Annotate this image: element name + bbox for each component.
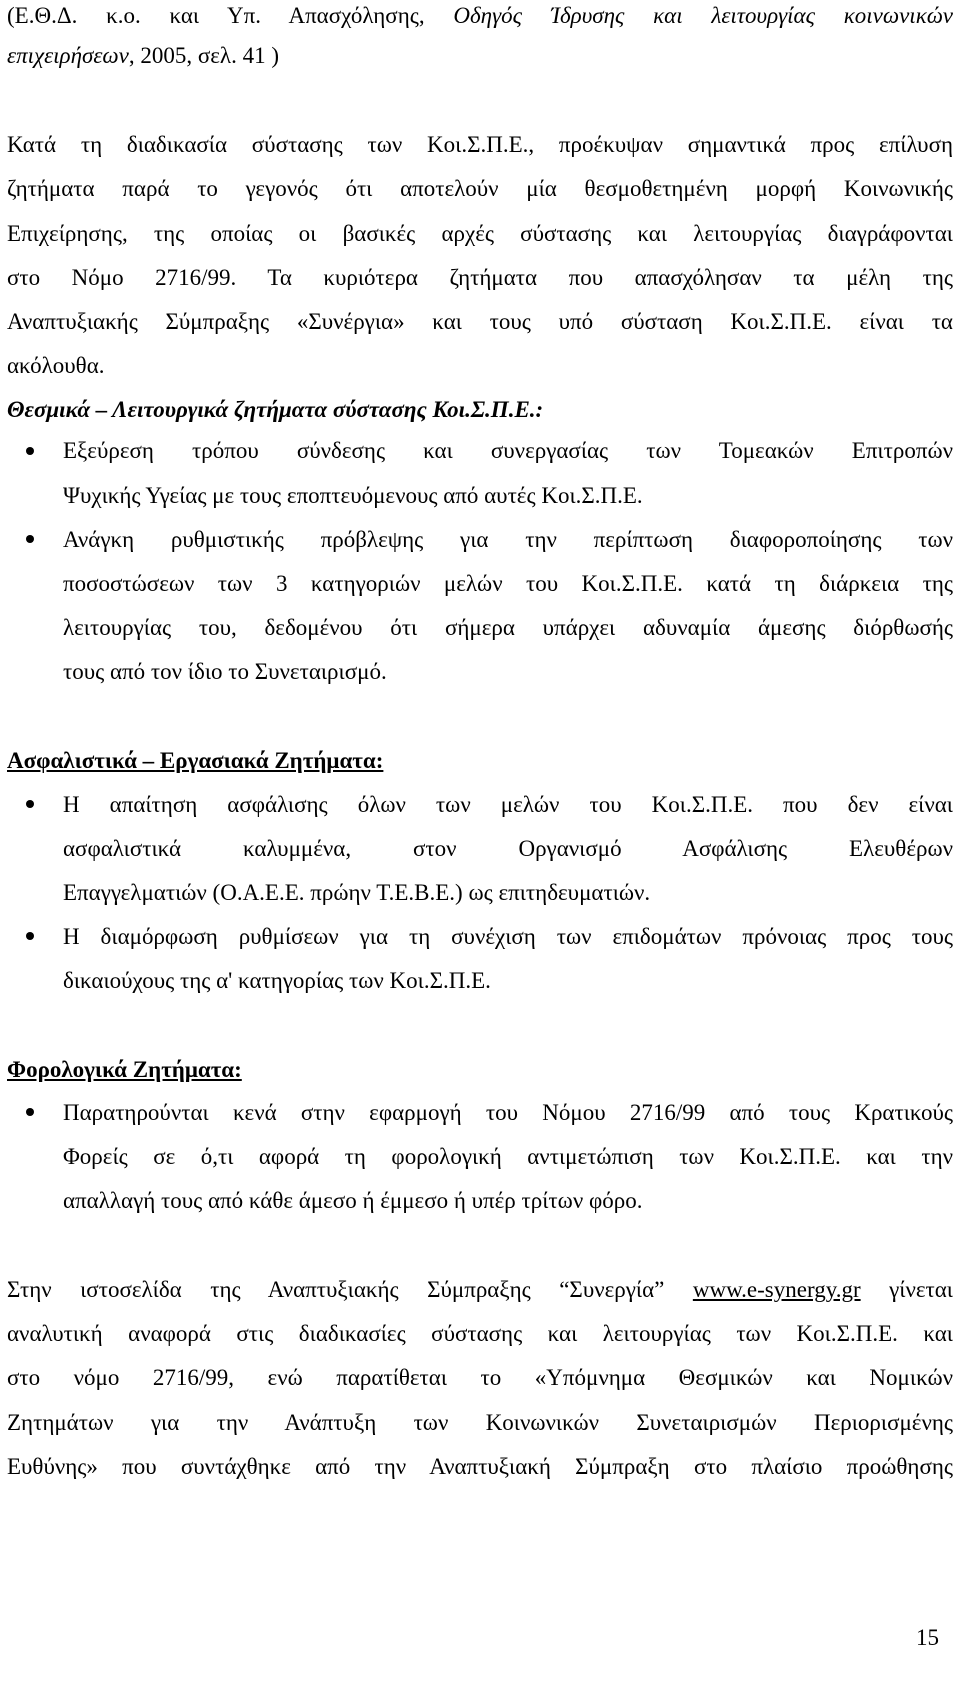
bullet-icon	[26, 447, 34, 455]
intro-line: Κατά τη διαδικασία σύστασης των Κοι.Σ.Π.Ε., προέκυψαν σημαντικά προς επίλυση	[7, 132, 953, 157]
closing-line: Ζητημάτων για την Ανάπτυξη των Κοινωνικών Συνεταιρισμών Περιορισμένης	[7, 1410, 953, 1435]
bullet-line: Η διαμόρφωση ρυθμίσεων για τη συνέχιση των επιδομάτων πρόνοιας προς τους	[63, 924, 953, 949]
bullet-line: τους από τον ίδιο το Συνεταιρισμό.	[63, 659, 387, 684]
bullet-line: Φορείς σε ό,τι αφορά τη φορολογική αντιμετώπιση των Κοι.Σ.Π.Ε. και την	[63, 1144, 953, 1169]
intro-line: Επιχείρησης, της οποίας οι βασικές αρχές σύστασης και λειτουργίας διαγράφονται	[7, 221, 953, 246]
section-heading: Ασφαλιστικά – Εργασιακά Ζητήματα:	[7, 748, 384, 773]
citation-line-1	[7, 2, 953, 30]
intro-line: Αναπτυξιακής Σύμπραξης «Συνέργια» και τους υπό σύσταση Κοι.Σ.Π.Ε. είναι τα	[7, 309, 953, 334]
closing-line: στο νόμο 2716/99, ενώ παρατίθεται το «Υπόμνημα Θεσμικών και Νομικών	[7, 1365, 953, 1390]
closing-line: Ευθύνης» που συντάχθηκε από την Αναπτυξιακή Σύμπραξη στο πλαίσιο προώθησης	[7, 1454, 953, 1479]
bullet-icon	[26, 932, 34, 940]
website-link[interactable]: www.e-synergy.gr	[692, 1277, 861, 1302]
closing-text: Στην ιστοσελίδα της Αναπτυξιακής Σύμπραξης “Συνεργία”	[7, 1277, 693, 1302]
bullet-line: απαλλαγή τους από κάθε άμεσο ή έμμεσο ή υπέρ τρίτων φόρο.	[63, 1188, 643, 1213]
citation-page: , 2005, σελ. 41 )	[128, 43, 279, 68]
bullet-line: Παρατηρούνται κενά στην εφαρμογή του Νόμου 2716/99 από τους Κρατικούς	[63, 1100, 953, 1125]
closing-text: γίνεται	[860, 1277, 953, 1302]
bullet-line: Ψυχικής Υγείας με τους εποπτευόμενους από αυτές Κοι.Σ.Π.Ε.	[63, 483, 643, 508]
bullet-line: Ανάγκη ρυθμιστικής πρόβλεψης για την περίπτωση διαφοροποίησης των	[63, 527, 953, 552]
section-heading: Φορολογικά Ζητήματα:	[7, 1057, 242, 1082]
closing-line: αναλυτική αναφορά στις διαδικασίες σύστασης και λειτουργίας των Κοι.Σ.Π.Ε. και	[7, 1321, 953, 1346]
bullet-line: ποσοστώσεων των 3 κατηγοριών μελών του Κοι.Σ.Π.Ε. κατά τη διάρκεια της	[63, 571, 953, 596]
citation-title-cont: επιχειρήσεων	[7, 43, 129, 68]
bullet-line: δικαιούχους της α' κατηγορίας των Κοι.Σ.Π.Ε.	[63, 968, 491, 993]
bullet-line: ασφαλιστικά καλυμμένα, στον Οργανισμό Ασφάλισης Ελευθέρων	[63, 836, 953, 861]
bullet-line: Η απαίτηση ασφάλισης όλων των μελών του Κοι.Σ.Π.Ε. που δεν είναι	[63, 792, 953, 817]
intro-line: ζητήματα παρά το γεγονός ότι αποτελούν μία θεσμοθετημένη μορφή Κοινωνικής	[7, 176, 953, 201]
citation-title: Οδηγός Ίδρυσης και λειτουργίας κοινωνικών	[453, 3, 953, 28]
intro-line: στο Νόμο 2716/99. Τα κυριότερα ζητήματα που απασχόλησαν τα μέλη της	[7, 265, 953, 290]
bullet-line: λειτουργίας του, δεδομένου ότι σήμερα υπάρχει αδυναμία άμεσης διόρθωσής	[63, 615, 953, 640]
bullet-icon	[26, 535, 34, 543]
bullet-line: Επαγγελματιών (Ο.Α.Ε.Ε. πρώην Τ.Ε.Β.Ε.) ως επιτηδευματιών.	[63, 880, 651, 905]
citation-text: (Ε.Θ.Δ. κ.ο. και Υπ. Απασχόλησης,	[7, 3, 454, 28]
citation-line-2	[7, 42, 279, 70]
section-heading: Θεσμικά – Λειτουργικά ζητήματα σύστασης Κοι.Σ.Π.Ε.:	[7, 397, 544, 422]
intro-line: ακόλουθα.	[7, 353, 105, 378]
closing-line	[7, 1276, 953, 1304]
page-number: 15	[916, 1625, 939, 1650]
bullet-line: Εξεύρεση τρόπου σύνδεσης και συνεργασίας των Τομεακών Επιτροπών	[63, 438, 953, 463]
bullet-icon	[26, 800, 34, 808]
bullet-icon	[26, 1108, 34, 1116]
